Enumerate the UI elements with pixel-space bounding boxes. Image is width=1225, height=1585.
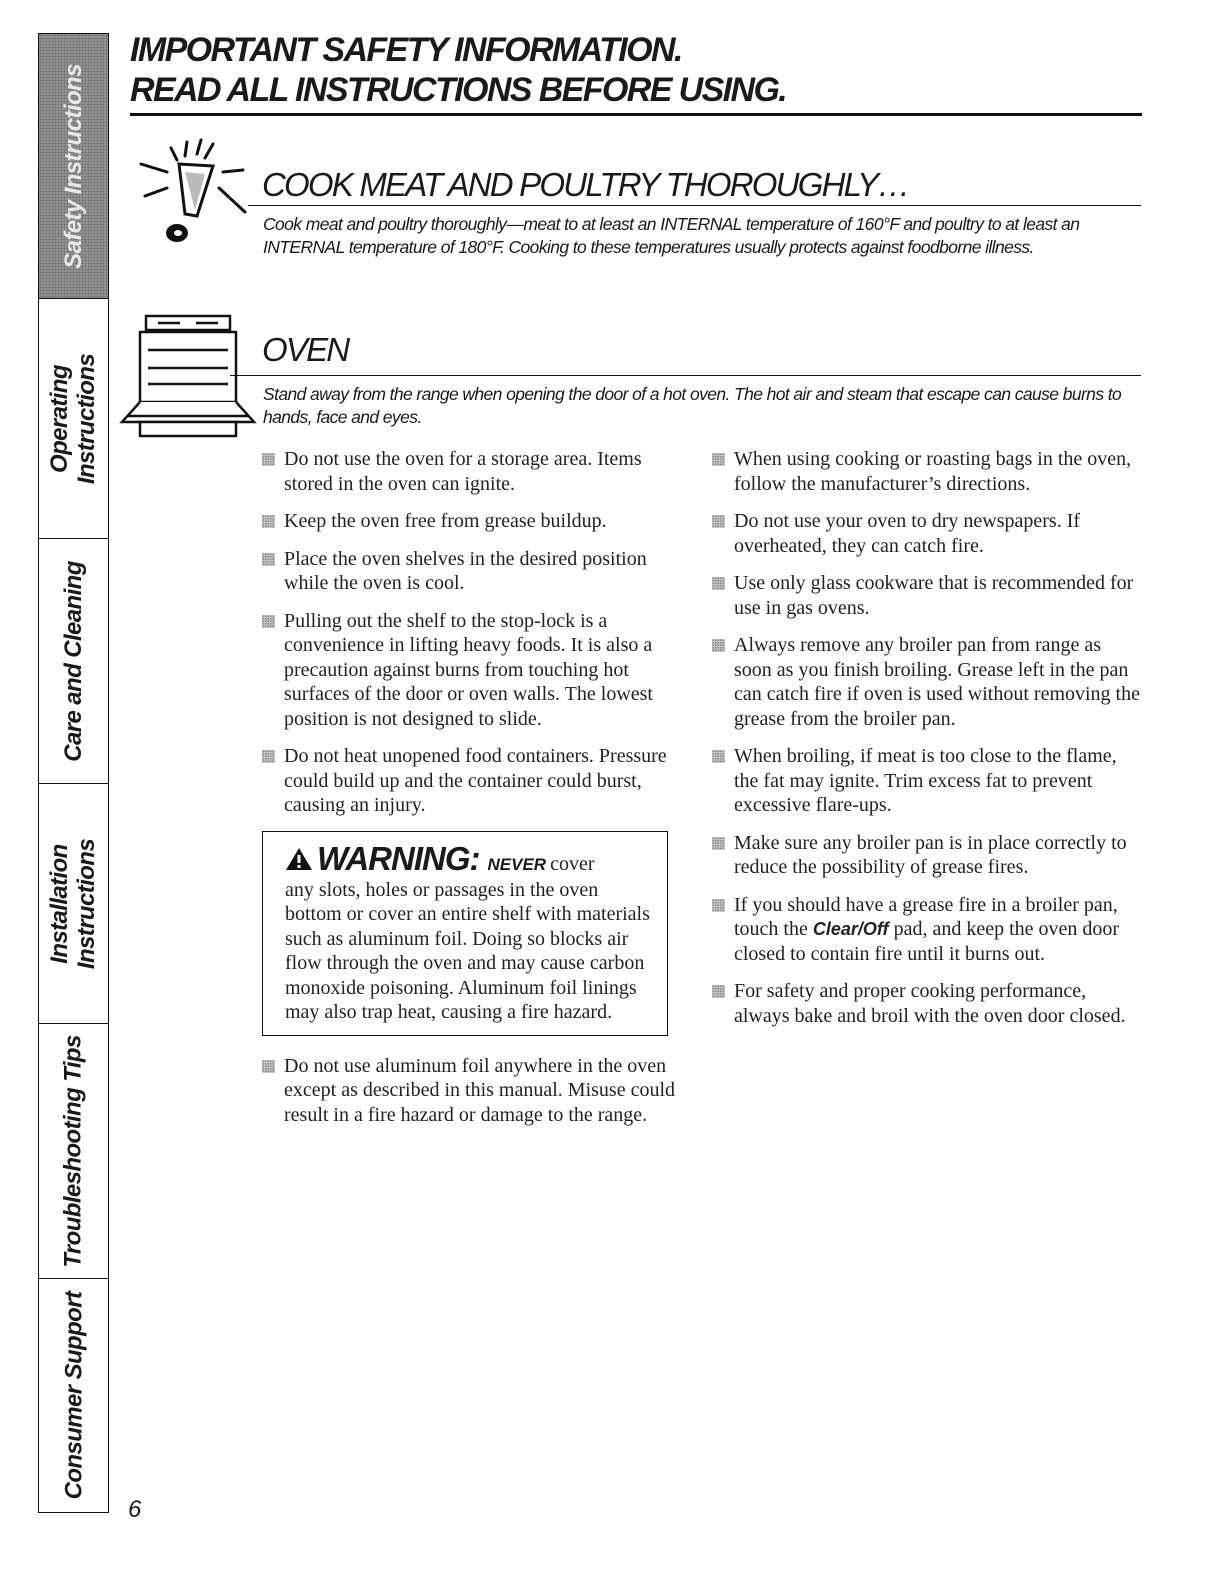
bullet-marker (712, 750, 725, 763)
list-item-text: When using cooking or roasting bags in the oven, follow the manufacturer’s directions. (734, 448, 1132, 495)
oven-section-divider (230, 375, 1141, 376)
bullet-marker (712, 577, 725, 590)
alert-icon (135, 132, 253, 252)
tab-label: Troubleshooting Tips (60, 1034, 88, 1268)
bullet-marker (712, 985, 725, 998)
oven-section-title: OVEN (262, 331, 349, 368)
list-item-text: For safety and proper cooking performance, always bake and broil with the oven door closed. (734, 980, 1126, 1027)
list-item-text: Place the oven shelves in the desired position while the oven is cool. (284, 547, 647, 594)
list-item-text: Make sure any broiler pan is in place correctly to reduce the possibility of grease fires. (734, 831, 1127, 878)
list-item (262, 744, 682, 818)
list-item-text: Keep the oven free from grease buildup. (284, 510, 607, 532)
list-item-text: Do not use your oven to dry newspapers. If overheated, they can catch fire. (734, 510, 1081, 557)
tab-label: Safety Instructions (60, 63, 87, 269)
list-item-text: Do not heat unopened food containers. Pressure could build up and the container could burst, causing an injury. (284, 745, 667, 816)
list-item (712, 979, 1140, 1028)
list-item (262, 547, 682, 596)
list-item-text: Do not use the oven for a storage area. Items stored in the oven can ignite. (284, 448, 642, 495)
list-item-text: If you should have a grease fire in a broiler pan, touch the (734, 893, 1118, 940)
bullet-marker (712, 515, 725, 528)
bullet-marker (262, 553, 275, 566)
list-item (262, 609, 682, 732)
cook-section-title: COOK MEAT AND POULTRY THOROUGHLY… (262, 166, 909, 203)
section-tabs (38, 33, 109, 1513)
tab-troubleshooting-tips[interactable] (39, 1024, 108, 1279)
list-item (712, 447, 1140, 496)
header-divider (130, 113, 1142, 116)
tab-operating-instructions[interactable] (39, 299, 108, 539)
list-item (712, 571, 1140, 620)
warning-heading (285, 840, 653, 878)
list-item (262, 509, 682, 534)
bullet-marker (262, 515, 275, 528)
bullet-marker (262, 615, 275, 628)
page-number: 6 (128, 1496, 142, 1523)
list-item-text: Use only glass cookware that is recommended for use in gas ovens. (734, 572, 1134, 619)
tab-installation-instructions[interactable] (39, 784, 108, 1024)
tab-safety-instructions[interactable] (39, 34, 108, 299)
warning-box (262, 831, 668, 1036)
right-column (712, 447, 1140, 1041)
list-item-text: Do not use aluminum foil anywhere in the oven except as described in this manual. Misuse could result in a fire hazard or damage to the range. (284, 1054, 676, 1126)
warning-label: WARNING: (317, 839, 480, 877)
page-title (130, 30, 786, 110)
cook-section-divider (248, 205, 1141, 206)
left-column (262, 447, 682, 1140)
warning-text-first: cover (550, 852, 595, 875)
list-item-text: pad, and keep the oven door closed to contain fire until it burns out. (734, 918, 1120, 965)
list-item (262, 447, 682, 496)
list-item (712, 633, 1140, 731)
bullet-marker (712, 453, 725, 466)
tab-label: Operating Instructions (46, 353, 101, 484)
list-item (262, 1054, 682, 1128)
clear-off-pad-label: Clear/Off (812, 919, 889, 939)
list-item-text: Pulling out the shelf to the stop-lock is a convenience in lifting heavy foods. It is also a precaution against burns from touching hot surfaces of the door or oven walls. The lowest position is not designed to slide. (284, 609, 653, 730)
list-item (712, 509, 1140, 558)
bullet-marker (262, 750, 275, 763)
bullet-marker (712, 639, 725, 652)
tab-label: Consumer Support (60, 1291, 87, 1500)
warning-never: NEVER (487, 854, 547, 874)
tab-care-and-cleaning[interactable] (39, 539, 108, 784)
warning-text: any slots, holes or passages in the oven bottom or cover an entire shelf with materials such as aluminum foil. Doing so blocks air flow through the oven and may cause carbon monoxide poisoning. Aluminum foil linings may also trap heat, causing a fire hazard. (285, 878, 650, 1023)
title-line-1: IMPORTANT SAFETY INFORMATION. (130, 31, 682, 69)
bullet-marker (712, 899, 725, 912)
cook-section-text: Cook meat and poultry thoroughly—meat to at least an INTERNAL temperature of 160°F and poultry to at least an INTERNAL temperature of 180°F. Cooking to these temperatures usually protects against foodborne illness. (263, 214, 1080, 257)
warning-triangle-icon (285, 847, 313, 871)
list-item-text: When broiling, if meat is too close to the flame, the fat may ignite. Trim excess fat to prevent excessive flare-ups. (734, 745, 1117, 816)
list-item-text: Always remove any broiler pan from range as soon as you finish broiling. Grease left in the pan can catch fire if oven is used without removing the grease from the broiler pan. (734, 634, 1140, 730)
tab-consumer-support[interactable] (39, 1279, 108, 1512)
bullet-marker (262, 1060, 275, 1073)
bullet-marker (262, 453, 275, 466)
tab-label: Care and Cleaning (60, 560, 88, 762)
list-item (712, 744, 1140, 818)
oven-section-text: Stand away from the range when opening the door of a hot oven. The hot air and steam that escape can cause burns to hands, face and eyes. (263, 384, 1122, 427)
tab-label: Installation Instructions (46, 838, 101, 969)
oven-icon (118, 312, 258, 442)
bullet-marker (712, 837, 725, 850)
list-item (712, 893, 1140, 967)
list-item (712, 831, 1140, 880)
title-line-2: READ ALL INSTRUCTIONS BEFORE USING. (130, 71, 787, 109)
